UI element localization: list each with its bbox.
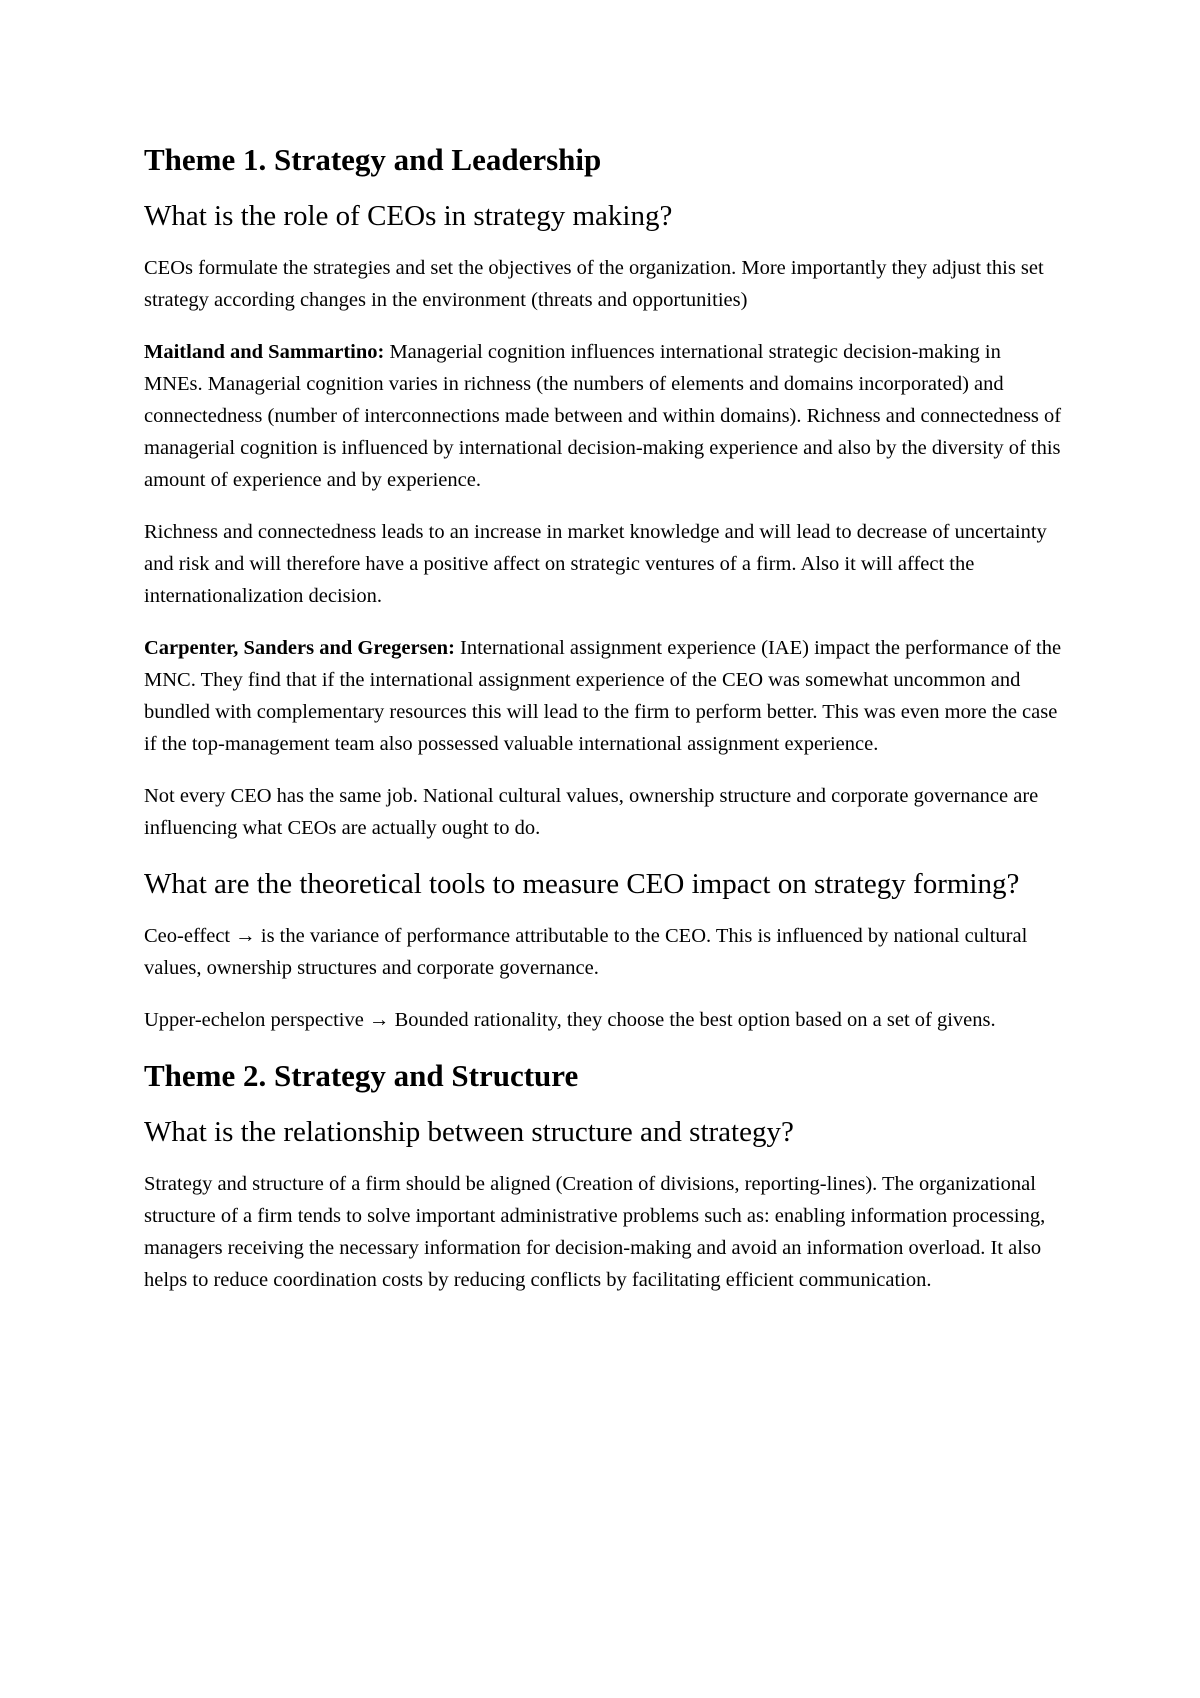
paragraph-upper-echelon: Upper-echelon perspective → Bounded rationality, they choose the best option based on a set of givens. — [144, 1009, 996, 1031]
paragraph-maitland-sammartino — [144, 336, 1064, 496]
paragraph-ceo-effect: Ceo-effect → is the variance of performance attributable to the CEO. This is influenced by national cultural values, ownership structures and corporate governance. — [144, 925, 1028, 979]
theme-2-title: Theme 2. Strategy and Structure — [144, 1058, 579, 1093]
question-ceo-role-heading: What is the role of CEOs in strategy making? — [144, 200, 673, 232]
paragraph-ceo-role: CEOs formulate the strategies and set the objectives of the organization. More importantly they adjust this set strategy according changes in the environment (threats and opportunities) — [144, 257, 1044, 311]
paragraph-richness-connectedness: Richness and connectedness leads to an increase in market knowledge and will lead to decrease of uncertainty and risk and will therefore have a positive affect on strategic ventures of a firm. Also it will affect the internationalization decision. — [144, 521, 1047, 607]
paragraph-structure-strategy: Strategy and structure of a firm should be aligned (Creation of divisions, reporting-lines). The organizational structure of a firm tends to solve important administrative problems such as: enabling information processing, managers receiving the necessary information for decision-making and avoid an information overload. It also helps to reduce coordination costs by reducing conflicts by facilitating efficient communication. — [144, 1173, 1046, 1291]
question-structure-strategy-heading: What is the relationship between structure and strategy? — [144, 1116, 794, 1148]
paragraph-ceo-job: Not every CEO has the same job. National cultural values, ownership structure and corporate governance are influencing what CEOs are actually ought to do. — [144, 785, 1039, 839]
question-theoretical-tools-heading: What are the theoretical tools to measure CEO impact on strategy forming? — [144, 868, 1020, 900]
author-lead-maitland: Maitland and Sammartino: — [144, 341, 385, 363]
theme-1-title: Theme 1. Strategy and Leadership — [144, 142, 602, 177]
document-body — [144, 140, 1064, 1316]
author-lead-carpenter: Carpenter, Sanders and Gregersen: — [144, 637, 455, 659]
paragraph-carpenter-text: International assignment experience (IAE) impact the performance of the MNC. They find that if the international assignment experience of the CEO was somewhat uncommon and bundled with complementary resources this will lead to the firm to perform better. This was even more the case if the top-management team also possessed valuable international assignment experience. — [144, 637, 1062, 755]
paragraph-carpenter-sanders-gregersen — [144, 632, 1064, 760]
paragraph-maitland-text: Managerial cognition influences international strategic decision-making in MNEs. Managerial cognition varies in richness (the numbers of elements and domains incorporated) and connectedness (number of interconnections made between and within domains). Richness and connectedness of managerial cognition is influenced by international decision-making experience and also by the diversity of this amount of experience and by experience. — [144, 341, 1062, 491]
